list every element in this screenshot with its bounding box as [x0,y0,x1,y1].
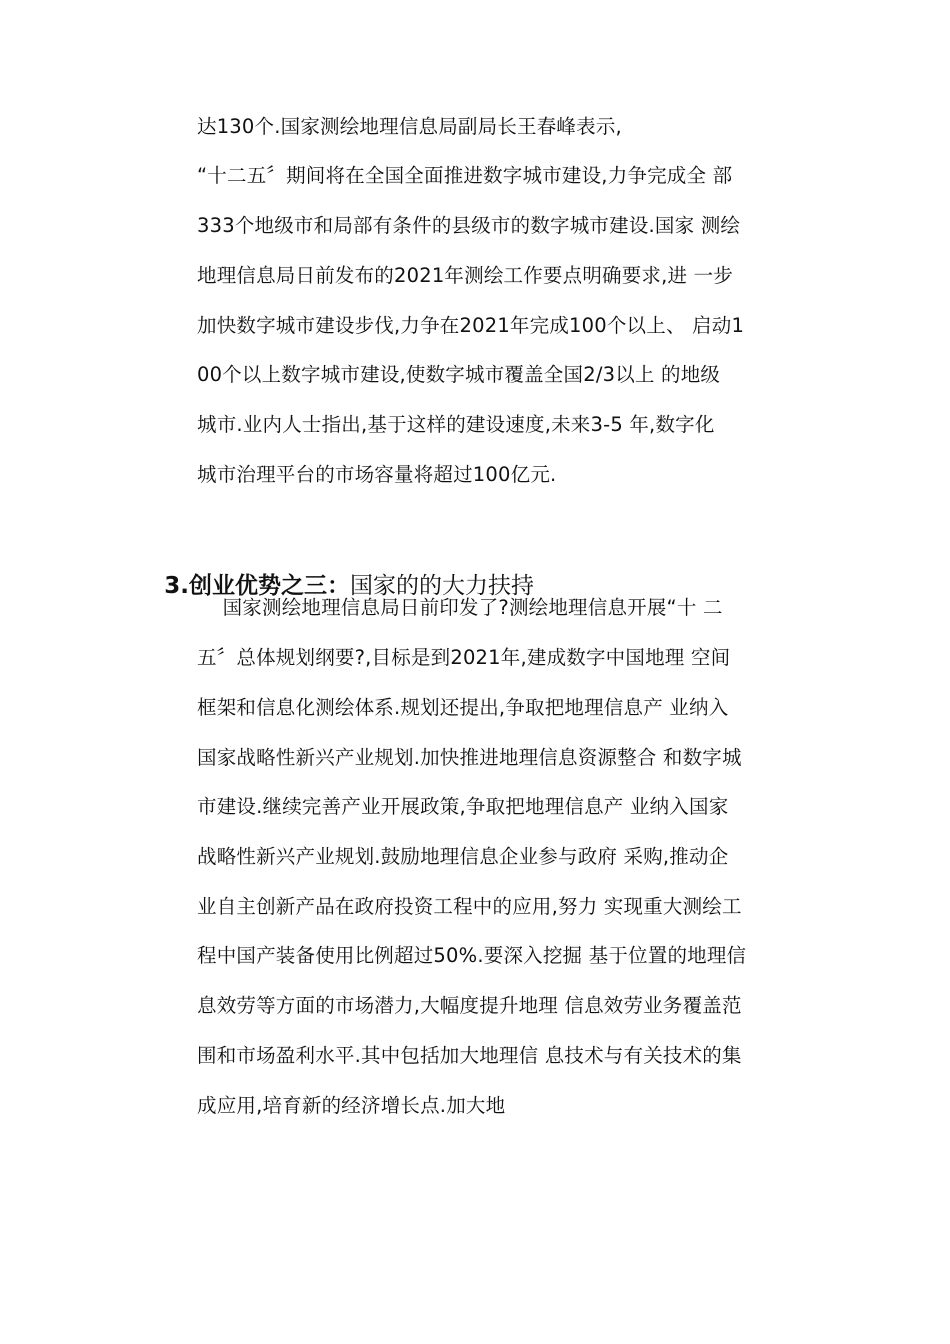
section-heading [135,532,534,599]
section-title-rest: 国家的的大力扶持 [350,573,534,599]
paragraph-line: 城市治理平台的市场容量将超过100亿元. [197,463,557,486]
paragraph-line: 围和市场盈利水平.其中包括加大地理信 息技术与有关技术的集 [197,1044,742,1067]
paragraph-line: 国家战略性新兴产业规划.加快推进地理信息资源整合 和数字城 [197,746,742,769]
paragraph-line: 业自主创新产品在政府投资工程中的应用,努力 实现重大测绘工 [197,895,742,918]
paragraph-line: 00个以上数字城市建设,使数字城市覆盖全国2/3以上 的地级 [197,363,721,386]
section-title-bold: 创业优势之三： [189,573,350,599]
paragraph-line: 市建设.继续完善产业开展政策,争取把地理信息产 业纳入国家 [197,795,729,818]
paragraph-line: 达130个.国家测绘地理信息局副局长王春峰表示, [197,115,622,138]
paragraph-line: 成应用,培育新的经济增长点.加大地 [197,1094,506,1117]
section-number: 3. [164,573,189,599]
paragraph-line: 国家测绘地理信息局日前印发了?测绘地理信息开展“十 二 [197,596,723,619]
paragraph-line: 加快数字城市建设步伐,力争在2021年完成100个以上、 启动1 [197,314,745,337]
paragraph-line: 息效劳等方面的市场潜力,大幅度提升地理 信息效劳业务覆盖范 [197,994,742,1017]
paragraph-line: 框架和信息化测绘体系.规划还提出,争取把地理信息产 业纳入 [197,696,729,719]
paragraph-line: 五〞总体规划纲要?,目标是到2021年,建成数字中国地理 空间 [197,646,731,669]
paragraph-line: 程中国产装备使用比例超过50%.要深入挖掘 基于位置的地理信 [197,944,747,967]
paragraph-line: 战略性新兴产业规划.鼓励地理信息企业参与政府 采购,推动企 [197,845,729,868]
paragraph-line: 城市.业内人士指出,基于这样的建设速度,未来3-5 年,数字化 [197,413,715,436]
paragraph-line: “十二五〞期间将在全国全面推进数字城市建设,力争完成全 部 [197,164,733,187]
paragraph-line: 333个地级市和局部有条件的县级市的数字城市建设.国家 测绘 [197,214,741,237]
paragraph-line: 地理信息局日前发布的2021年测绘工作要点明确要求,进 一步 [197,264,734,287]
